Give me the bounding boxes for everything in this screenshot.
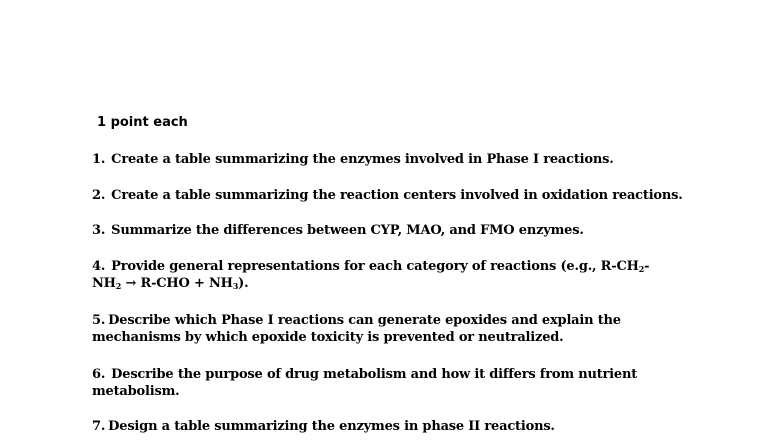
question-text: Provide general representations for each category of reactions (e.g., R-CH <box>111 259 639 274</box>
question-text: → R-CHO + NH <box>121 276 233 291</box>
question-text: Create a table summarizing the reaction centers involved in oxidation reactions. <box>111 188 683 203</box>
question-7 <box>92 418 692 435</box>
question-number: 5. <box>92 313 106 328</box>
question-text: Create a table summarizing the enzymes involved in Phase I reactions. <box>111 152 614 167</box>
subscript: 2 <box>638 264 645 274</box>
question-2 <box>92 187 692 204</box>
question-text: -NH <box>92 259 650 291</box>
question-number: 2. <box>92 188 106 203</box>
question-text: Describe which Phase I reactions can generate epoxides and explain the mechanisms by which epoxide toxicity is prevented or neutralized. <box>92 313 621 345</box>
question-number: 6. <box>92 367 106 382</box>
subscript: 2 <box>115 281 122 291</box>
question-1 <box>92 151 692 168</box>
question-number: 4. <box>92 259 106 274</box>
question-5 <box>92 312 687 346</box>
points-header: 1 point each <box>97 115 188 130</box>
question-text: Summarize the differences between CYP, MAO, and FMO enzymes. <box>111 223 584 238</box>
question-3 <box>92 222 692 239</box>
question-number: 3. <box>92 223 106 238</box>
question-number: 7. <box>92 419 106 434</box>
question-6 <box>92 366 692 400</box>
question-text: ). <box>238 276 249 291</box>
question-4 <box>92 258 677 292</box>
subscript: 3 <box>232 281 239 291</box>
question-text: Design a table summarizing the enzymes in phase II reactions. <box>108 419 555 434</box>
question-number: 1. <box>92 152 106 167</box>
question-text: Describe the purpose of drug metabolism and how it differs from nutrient metabolism. <box>92 367 638 399</box>
